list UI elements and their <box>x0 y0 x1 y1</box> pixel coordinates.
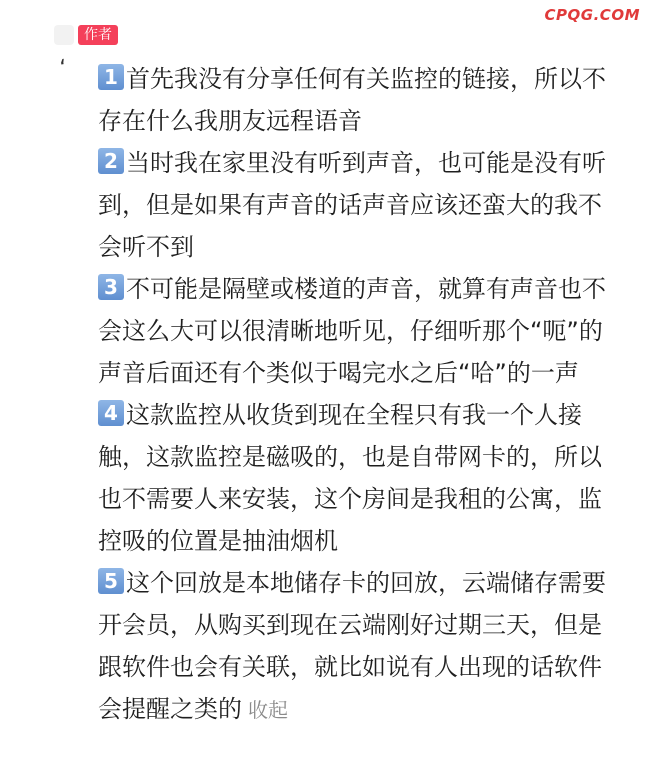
number-2-icon: 2 <box>98 148 124 174</box>
site-watermark: CPQG.COM <box>544 6 640 24</box>
collapse-link[interactable]: 收起 <box>248 698 288 722</box>
number-4-icon: 4 <box>98 400 124 426</box>
list-item-text: 当时我在家里没有听到声音，也可能是没有听到，但是如果有声音的话声音应该还蛮大的我不会听不到 <box>98 149 606 261</box>
list-item <box>98 58 618 142</box>
comment-header <box>54 20 118 50</box>
author-badge: 作者 <box>78 25 118 45</box>
list-item-text: 首先我没有分享任何有关监控的链接，所以不存在什么我朋友远程语音 <box>98 65 606 135</box>
list-item-text: 这个回放是本地储存卡的回放，云端储存需要开会员，从购买到现在云端刚好过期三天，但是跟软件也会有关联，就比如说有人出现的话软件会提醒之类的 <box>98 569 606 723</box>
list-item <box>98 142 618 268</box>
quote-mark-icon: ‘ <box>58 55 69 82</box>
comment-body <box>98 58 618 731</box>
number-5-icon: 5 <box>98 568 124 594</box>
number-3-icon: 3 <box>98 274 124 300</box>
number-1-icon: 1 <box>98 64 124 90</box>
list-item <box>98 562 618 731</box>
list-item-text: 这款监控从收货到现在全程只有我一个人接触，这款监控是磁吸的，也是自带网卡的，所以也不需要人来安装，这个房间是我租的公寓，监控吸的位置是抽油烟机 <box>98 401 602 555</box>
list-item <box>98 268 618 394</box>
avatar[interactable] <box>54 25 74 45</box>
list-item-text: 不可能是隔壁或楼道的声音，就算有声音也不会这么大可以很清晰地听见，仔细听那个“呃”的声音后面还有个类似于喝完水之后“哈”的一声 <box>98 275 606 387</box>
list-item <box>98 394 618 562</box>
